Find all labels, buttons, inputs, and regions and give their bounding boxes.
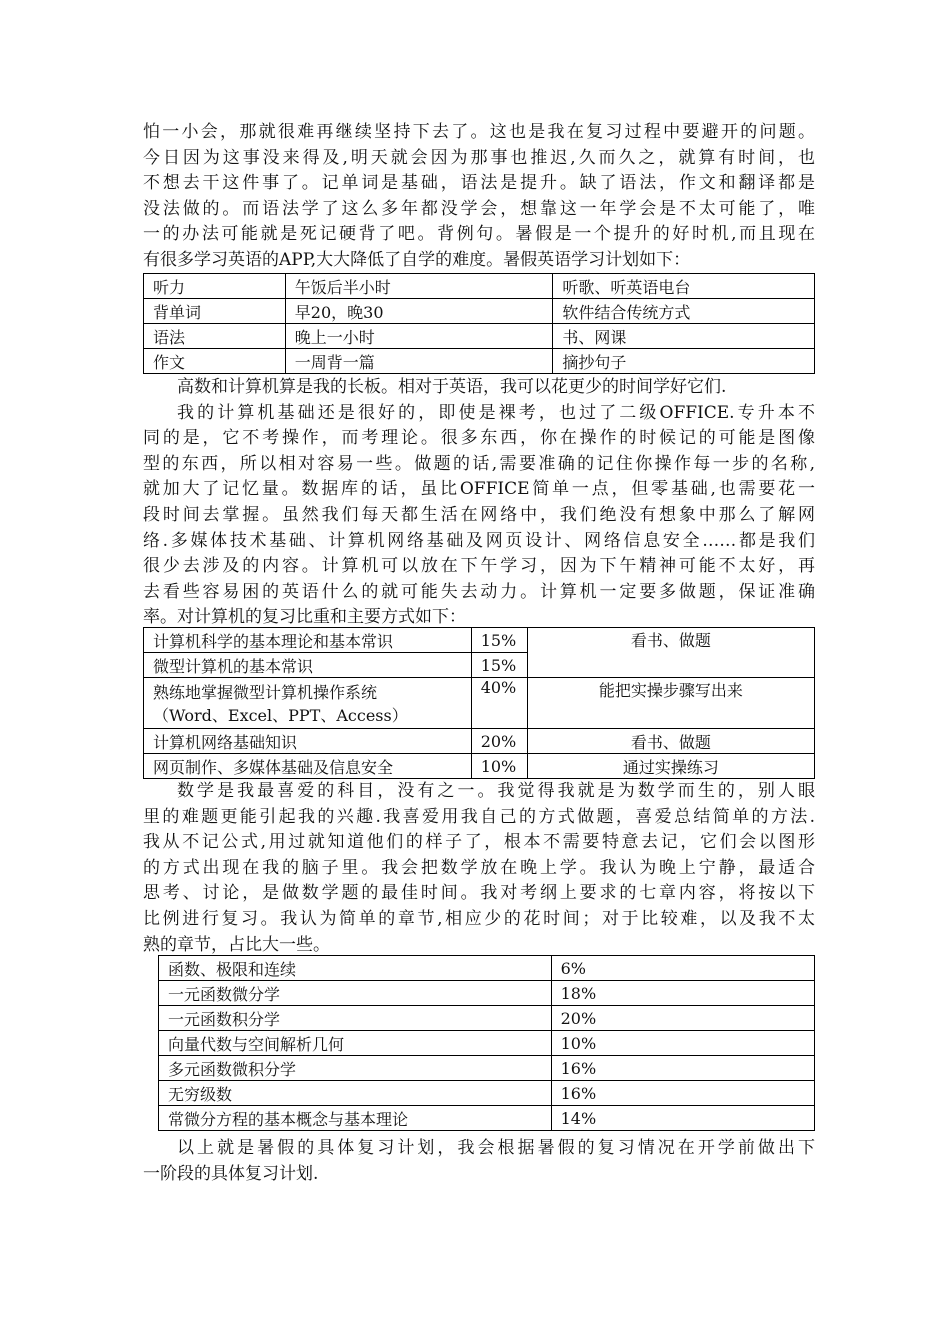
table-cell: 午饭后半小时: [285, 274, 553, 299]
table-row: [159, 981, 815, 1006]
table-cell: 作文: [144, 349, 286, 374]
text-line: 里的难题更能引起我的兴趣.我喜爱用我自己的方式做题，喜爱总结简单的方法.: [143, 806, 815, 827]
table-cell: [144, 678, 472, 729]
table-cell: 一周背一篇: [285, 349, 553, 374]
text-line: 没法做的。而语法学了这么多年都没学会，想靠这一年学会是不太可能了，唯: [143, 198, 815, 219]
table-cell: 书、网课: [553, 324, 815, 349]
intro-paragraph: [143, 120, 815, 274]
text-line: 有很多学习英语的APP,大大降低了自学的难度。暑假英语学习计划如下：: [143, 249, 691, 270]
table-cell: 向量代数与空间解析几何: [159, 1031, 552, 1056]
table-row: [144, 729, 815, 754]
cell-line: （Word、Excel、PPT、Access）: [153, 706, 408, 725]
text-line: 熟的章节，占比大一些。: [143, 934, 330, 955]
table-cell: 无穷级数: [159, 1081, 552, 1106]
table-cell: 16%: [551, 1056, 814, 1081]
computer-paragraph: [143, 375, 815, 631]
table-cell: 晚上一小时: [285, 324, 553, 349]
table-row: [159, 1006, 815, 1031]
table-cell: 15%: [471, 653, 527, 678]
text-line: 率。对计算机的复习比重和主要方式如下：: [143, 607, 466, 628]
text-line: 很少去涉及的内容。计算机可以放在下午学习，因为下午精神可能不太好，再: [143, 556, 815, 577]
text-line: 型的东西，所以相对容易一些。做题的话,需要准确的记住你操作每一步的名称,: [143, 453, 815, 474]
table-cell: 10%: [551, 1031, 814, 1056]
table-row: [144, 324, 815, 349]
table-row: [144, 754, 815, 779]
table-cell: 网页制作、多媒体基础及信息安全: [144, 754, 472, 779]
text-line: 去看些容易困的英语什么的就可能失去动力。计算机一定要多做题，保证准确: [143, 581, 815, 602]
text-line: 一的办法可能就是死记硬背了吧。背例句。暑假是一个提升的好时机,而且现在: [143, 224, 815, 245]
table-cell: 多元函数微积分学: [159, 1056, 552, 1081]
text-line: 思考、讨论，是做数学题的最佳时间。我对考纲上要求的七章内容，将按以下: [143, 883, 815, 904]
table-row: [159, 956, 815, 981]
table-row: [159, 1031, 815, 1056]
table-row: [144, 274, 815, 299]
cell-line: 熟练地掌握微型计算机操作系统: [153, 683, 378, 702]
text-line: 不想去干这件事了。记单词是基础，语法是提升。缺了语法，作文和翻译都是: [143, 173, 815, 194]
table-cell: 16%: [551, 1081, 814, 1106]
closing-paragraph: [143, 1136, 815, 1187]
text-line: 比例进行复习。我认为简单的章节,相应少的花时间；对于比较难，以及我不太: [143, 908, 815, 929]
table-cell: 一元函数积分学: [159, 1006, 552, 1031]
text-line: 同的是，它不考操作，而考理论。很多东西，你在操作的时候记的可能是图像: [143, 428, 815, 449]
table-row: [144, 299, 815, 324]
table-cell: 听力: [144, 274, 286, 299]
table-cell: 通过实操练习: [527, 754, 814, 779]
table-cell: 函数、极限和连续: [159, 956, 552, 981]
table-cell: 40%: [471, 678, 527, 729]
table-row: [159, 1081, 815, 1106]
table-row: [144, 349, 815, 374]
table-cell: 一元函数微分学: [159, 981, 552, 1006]
text-line: 高数和计算机算是我的长板。相对于英语，我可以花更少的时间学好它们.: [177, 377, 727, 397]
table-row: [159, 1056, 815, 1081]
table-cell: 20%: [471, 729, 527, 754]
table-cell: 摘抄句子: [553, 349, 815, 374]
text-line: 一阶段的具体复习计划.: [143, 1163, 319, 1184]
table-cell: 微型计算机的基本常识: [144, 653, 472, 678]
table-cell: 听歌、听英语电台: [553, 274, 815, 299]
table-cell: 看书、做题: [527, 628, 814, 678]
table-row: [144, 678, 815, 729]
math-paragraph: [143, 779, 815, 958]
text-line: 我从不记公式,用过就知道他们的样子了，根本不需要特意去记，它们会以图形: [143, 832, 815, 853]
table-cell: 常微分方程的基本概念与基本理论: [159, 1106, 552, 1131]
table-cell: 能把实操步骤写出来: [527, 678, 814, 729]
table-cell: 软件结合传统方式: [553, 299, 815, 324]
text-line: 络.多媒体技术基础、计算机网络基础及网页设计、网络信息安全……都是我们: [143, 530, 815, 551]
table-cell: 10%: [471, 754, 527, 779]
text-line: 的方式出现在我的脑子里。我会把数学放在晚上学。我认为晚上宁静，最适合: [143, 857, 815, 878]
text-line: 就加大了记忆量。数据库的话，虽比OFFICE简单一点，但零基础,也需要花一: [143, 479, 815, 500]
table-cell: 语法: [144, 324, 286, 349]
table-row: [144, 628, 815, 653]
text-line: 怕一小会，那就很难再继续坚持下去了。这也是我在复习过程中要避开的问题。: [143, 122, 815, 142]
text-line: 以上就是暑假的具体复习计划，我会根据暑假的复习情况在开学前做出下: [177, 1138, 815, 1158]
computer-weight-table: [143, 627, 815, 779]
table-cell: 15%: [471, 628, 527, 653]
table-cell: 看书、做题: [527, 729, 814, 754]
table-cell: 早20，晚30: [285, 299, 553, 324]
table-cell: 6%: [551, 956, 814, 981]
english-plan-table: [143, 273, 815, 374]
table-row: [159, 1106, 815, 1131]
table-cell: 20%: [551, 1006, 814, 1031]
table-cell: 计算机网络基础知识: [144, 729, 472, 754]
text-line: 今日因为这事没来得及,明天就会因为那事也推迟,久而久之，就算有时间，也: [143, 147, 815, 168]
table-cell: 计算机科学的基本理论和基本常识: [144, 628, 472, 653]
table-cell: 18%: [551, 981, 814, 1006]
text-line: 数学是我最喜爱的科目，没有之一。我觉得我就是为数学而生的，别人眼: [177, 781, 815, 801]
text-line: 我的计算机基础还是很好的，即使是裸考，也过了二级OFFICE.专升本不: [177, 402, 815, 423]
math-weight-table: [158, 955, 815, 1131]
table-cell: 14%: [551, 1106, 814, 1131]
table-cell: 背单词: [144, 299, 286, 324]
text-line: 段时间去掌握。虽然我们每天都生活在网络中，我们绝没有想象中那么了解网: [143, 504, 815, 525]
